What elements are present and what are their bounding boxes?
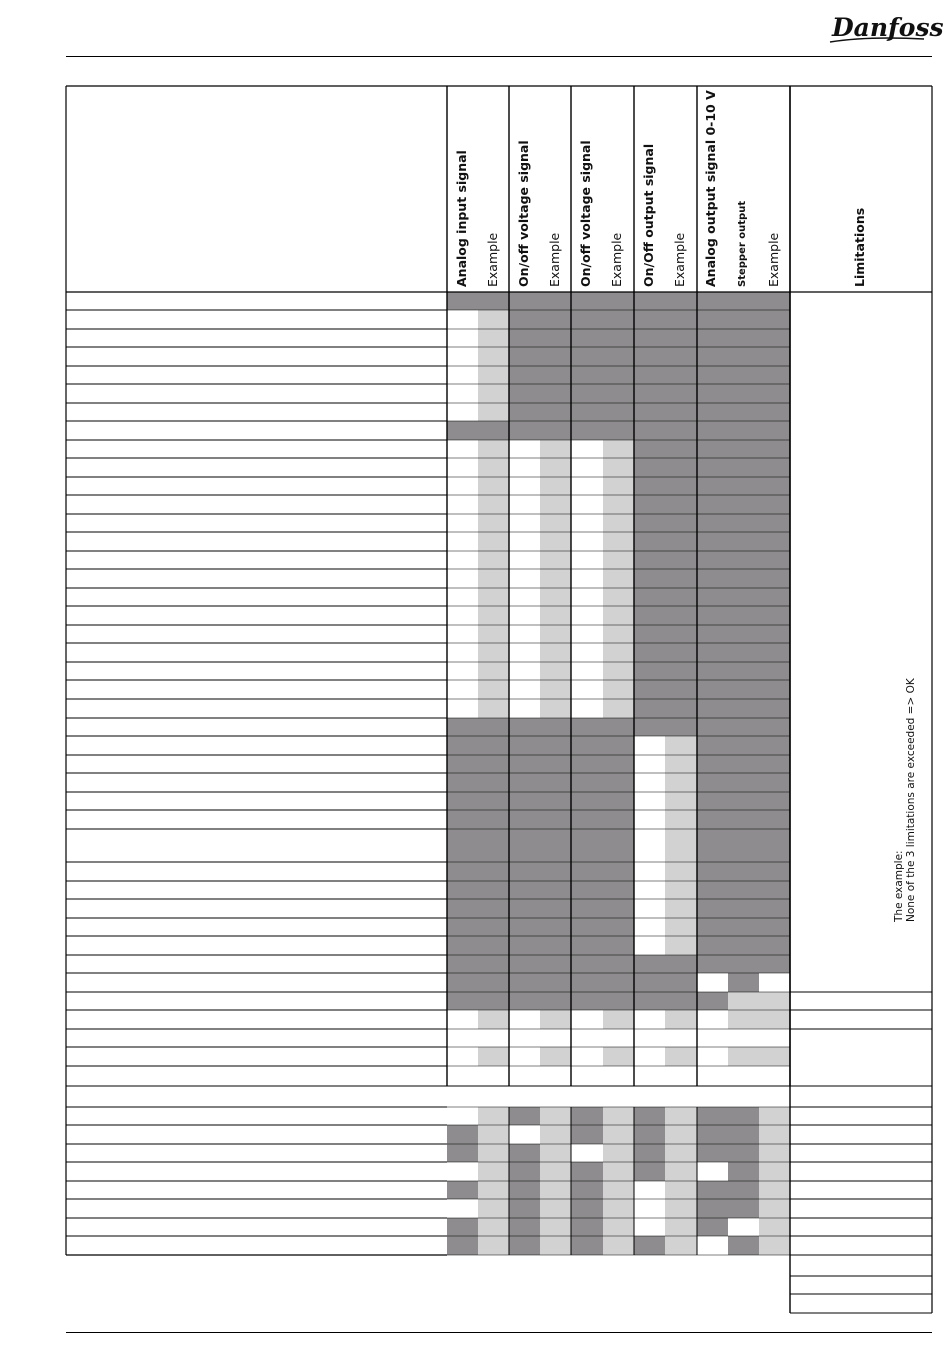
- col-header-analog-input: Analog input signal: [454, 150, 469, 287]
- col-header-example-5: Example: [766, 232, 781, 287]
- example-cell: [478, 1047, 509, 1066]
- note-line-1: The example:: [893, 850, 905, 922]
- footer-rule: [66, 1332, 932, 1333]
- col-header-analog-output: Analog output signal 0-10 V: [703, 90, 718, 287]
- col-header-onoff-output: On/Off output signal: [641, 143, 656, 287]
- col-header-example-2: Example: [547, 232, 562, 287]
- shaded-cell: [634, 1236, 665, 1255]
- shaded-cell: [447, 1218, 478, 1255]
- example-cell: [759, 1047, 790, 1066]
- svg-text:Danfoss: Danfoss: [832, 13, 944, 42]
- example-cell: [728, 1047, 759, 1066]
- col-header-example-4: Example: [672, 232, 687, 287]
- col-header-example-3: Example: [609, 232, 624, 287]
- shaded-cell: [728, 973, 759, 992]
- col-header-limitations: Limitations: [852, 207, 867, 287]
- shaded-cell: [728, 1236, 759, 1255]
- note-line-2: None of the 3 limitations are exceeded => OK: [905, 678, 918, 922]
- shaded-cell: [571, 1107, 603, 1144]
- col-header-onoff-voltage-2: On/off voltage signal: [578, 140, 593, 287]
- example-cell: [603, 1047, 634, 1066]
- example-cell: [540, 1047, 571, 1066]
- shaded-cell: [634, 955, 697, 1010]
- shaded-cell: [447, 718, 509, 1010]
- example-cell: [759, 992, 790, 1010]
- shaded-cell: [509, 718, 571, 1010]
- shaded-cell: [509, 1144, 540, 1255]
- col-header-example-1: Example: [485, 232, 500, 287]
- shaded-cell: [447, 1125, 478, 1162]
- shaded-cell: [697, 1107, 728, 1162]
- shaded-cell: [697, 292, 790, 973]
- shaded-cell: [447, 421, 509, 440]
- shaded-cell: [571, 1162, 603, 1255]
- limitations-note: [893, 678, 917, 922]
- example-cell: [759, 1010, 790, 1029]
- shaded-cell: [447, 292, 509, 310]
- shaded-cell: [728, 1107, 759, 1218]
- col-header-stepper-output: Stepper output: [737, 200, 748, 287]
- shaded-cell: [509, 1107, 540, 1125]
- shaded-cell: [697, 992, 728, 1010]
- shaded-cell: [571, 718, 634, 1010]
- example-cell: [665, 1047, 697, 1066]
- col-header-onoff-voltage-1: On/off voltage signal: [516, 140, 531, 287]
- shaded-cell: [447, 1181, 478, 1199]
- shaded-cell: [697, 1181, 728, 1236]
